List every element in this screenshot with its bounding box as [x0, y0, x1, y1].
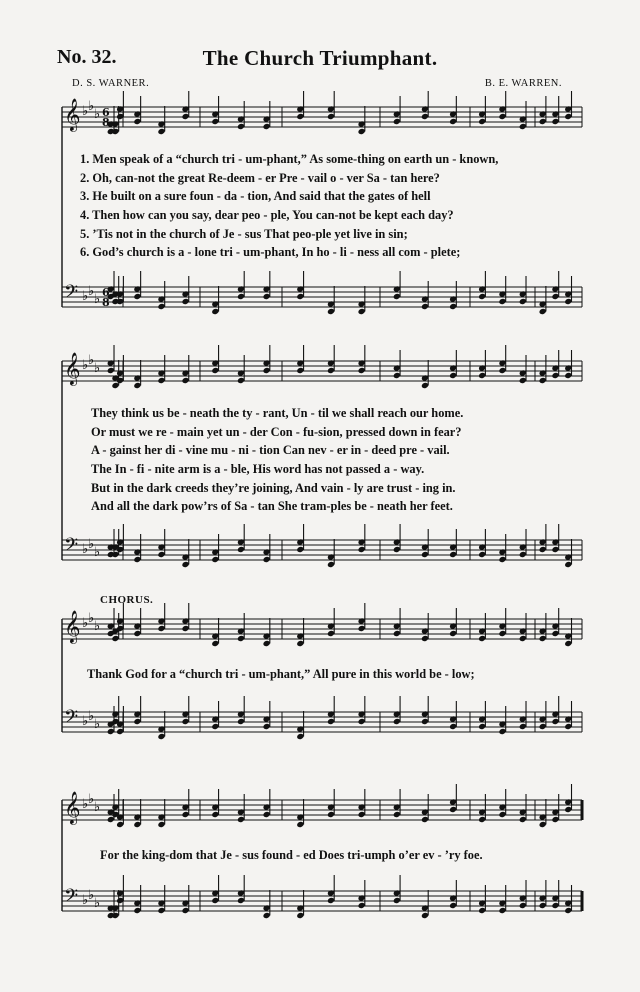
bass-clef-icon: 𝄢 [64, 535, 79, 560]
flat-icon: ♭ [88, 353, 95, 368]
flat-icon: ♭ [94, 717, 101, 732]
treble-clef-icon: 𝄞 [64, 352, 81, 385]
flat-icon: ♭ [82, 616, 89, 631]
time-signature-numerator: 6 [102, 106, 110, 119]
verse-lyrics-part2 [91, 404, 463, 516]
treble-clef-icon: 𝄞 [64, 610, 81, 643]
chorus-label: CHORUS. [100, 594, 154, 606]
time-signature-denominator: 8 [102, 296, 110, 309]
composer-credit: B. E. WARREN. [484, 78, 562, 89]
flat-icon: ♭ [82, 542, 89, 557]
lyricist-credit: D. S. WARNER. [72, 78, 150, 89]
flat-icon: ♭ [82, 289, 89, 304]
time-signature-denominator: 8 [102, 116, 110, 129]
lyric-line: 2. Oh, can-not the great Re-deem - er Pre - vail o - ver Sa - tan here? [80, 170, 440, 185]
flat-icon: ♭ [94, 292, 101, 307]
flat-icon: ♭ [82, 797, 89, 812]
treble-staff [62, 784, 582, 828]
lyric-line: 5. ’Tis not in the church of Je - sus That peo-ple yet live in sin; [80, 226, 408, 241]
lyric-line: 6. God’s church is a - lone tri - um-phant, In ho - li - ness all com - plete; [80, 245, 461, 260]
treble-staff [62, 91, 582, 135]
bass-clef-icon: 𝄢 [64, 886, 79, 911]
bass-staff [62, 696, 582, 740]
lyric-line: They think us be - neath the ty - rant, Un - til we shall reach our home. [91, 406, 464, 420]
treble-staff [62, 603, 582, 647]
flat-icon: ♭ [82, 714, 89, 729]
treble-clef-icon: 𝄞 [64, 791, 81, 824]
flat-icon: ♭ [88, 888, 95, 903]
flat-icon: ♭ [94, 107, 101, 122]
flat-icon: ♭ [82, 104, 89, 119]
treble-clef-icon: 𝄞 [64, 98, 81, 131]
lyric-line: 1. Men speak of a “church tri - um-phant,” As some-thing on earth un - known, [80, 152, 499, 166]
lyric-line: Thank God for a “church tri - um-phant,” All pure in this world be - low; [87, 667, 475, 681]
verse-lyrics-part1 [80, 150, 498, 262]
flat-icon: ♭ [94, 800, 101, 815]
flat-icon: ♭ [94, 896, 101, 911]
flat-icon: ♭ [88, 611, 95, 626]
lyric-line: 3. He built on a sure foun - da - tion, And said that the gates of hell [80, 189, 431, 204]
lyric-line: For the king-dom that Je - sus found - ed Does tri-umph o’er ev - ’ry foe. [100, 848, 483, 862]
lyric-line: A - gainst her di - vine mu - ni - tion Can nev - er in - deed pre - vail. [91, 443, 450, 458]
bass-staff [62, 875, 582, 919]
flat-icon: ♭ [82, 893, 89, 908]
time-signature-numerator: 6 [102, 286, 110, 299]
lyric-line: The In - fi - nite arm is a - ble, His word has not passed a - way. [91, 462, 425, 477]
lyric-line: But in the dark creeds they’re joining, And vain - ly are trust - ing in. [91, 480, 456, 495]
flat-icon: ♭ [88, 709, 95, 724]
hymn-title: The Church Triumphant. [202, 46, 438, 70]
chorus-lyric-line-1 [87, 665, 475, 684]
bass-staff [62, 524, 582, 568]
flat-icon: ♭ [94, 361, 101, 376]
bass-clef-icon: 𝄢 [64, 282, 79, 307]
lyric-line: 4. Then how can you say, dear peo - ple, You can-not be kept each day? [80, 208, 454, 223]
flat-icon: ♭ [88, 792, 95, 807]
flat-icon: ♭ [82, 358, 89, 373]
flat-icon: ♭ [88, 284, 95, 299]
flat-icon: ♭ [94, 545, 101, 560]
lyric-line: Or must we re - main yet un - der Con - fu-sion, pressed down in fear? [91, 424, 462, 439]
chorus-lyric-line-2 [100, 846, 483, 865]
lyric-line: And all the dark pow’rs of Sa - tan She tram-ples be - neath her feet. [91, 499, 453, 514]
treble-staff [62, 345, 582, 389]
bass-clef-icon: 𝄢 [64, 707, 79, 732]
flat-icon: ♭ [88, 537, 95, 552]
bass-staff [62, 271, 582, 315]
hymn-number: No. 32. [57, 46, 117, 68]
flat-icon: ♭ [94, 619, 101, 634]
flat-icon: ♭ [88, 99, 95, 114]
